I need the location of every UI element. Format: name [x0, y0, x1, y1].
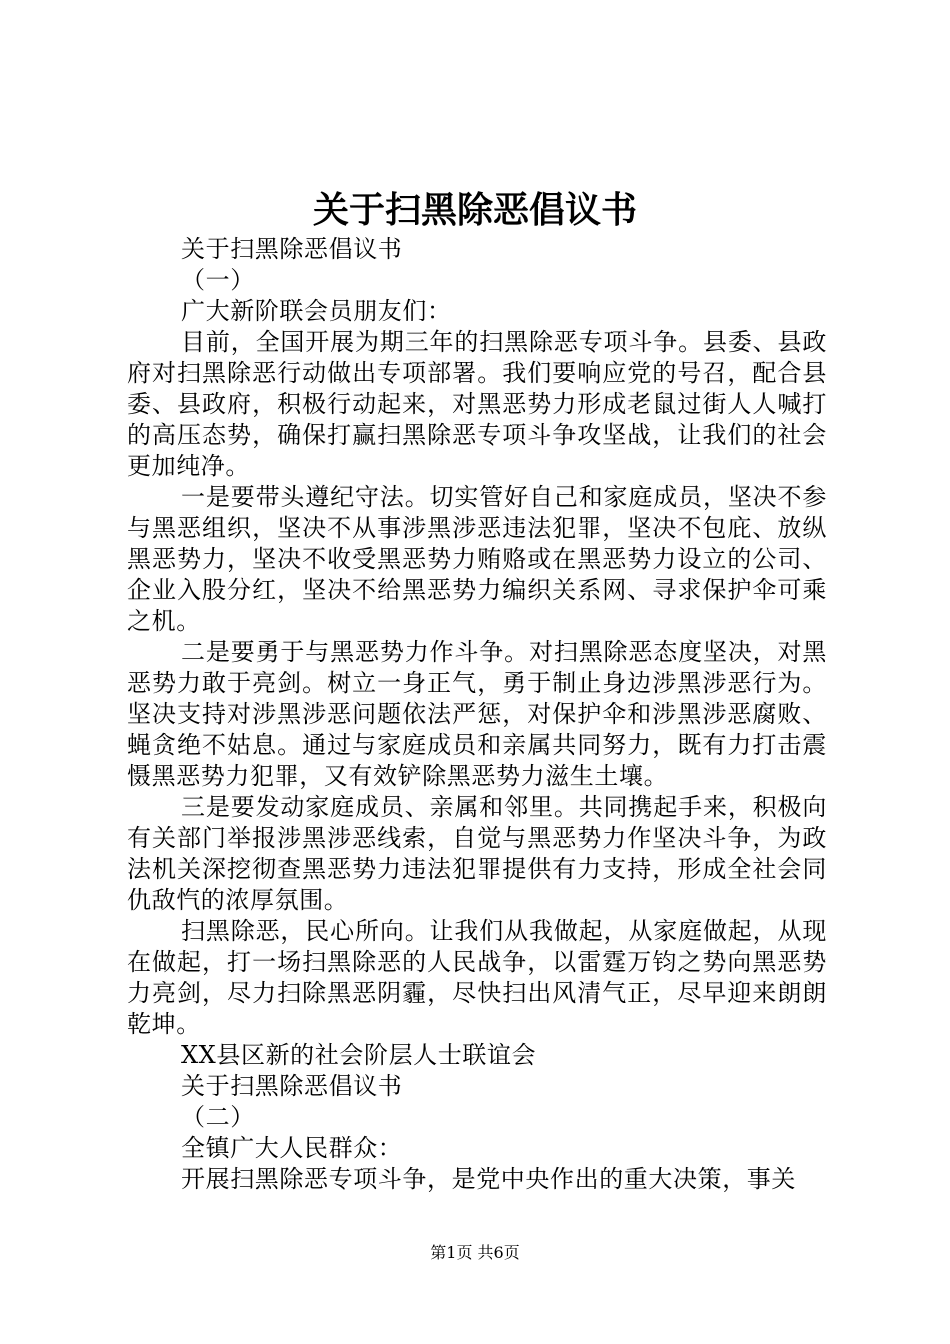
paragraph-6: 开展扫黑除恶专项斗争，是党中央作出的重大决策，事关 — [181, 1165, 796, 1193]
greeting-2: 全镇广大人民群众： — [181, 1134, 403, 1162]
document-body — [127, 234, 827, 1195]
paragraph-2: 一是要带头遵纪守法。切实管好自己和家庭成员，坚决不参与黑恶组织，坚决不从事涉黑涉恶违法犯罪，坚决不包庇、放纵黑恶势力，坚决不收受黑恶势力贿赂或在黑恶势力设立的公司、企业入股分红，坚决不给黑恶势力编织关系网、寻求保护伞可乘之机。 — [127, 483, 827, 635]
paragraph-5: 扫黑除恶，民心所向。让我们从我做起，从家庭做起，从现在做起，打一场扫黑除恶的人民战争，以雷霆万钧之势向黑恶势力亮剑，尽力扫除黑恶阴霾，尽快扫出风清气正，尽早迎来朗朗乾坤。 — [127, 917, 827, 1038]
document-title: 关于扫黑除恶倡议书 — [312, 189, 637, 231]
subtitle-2: 关于扫黑除恶倡议书 — [181, 1072, 403, 1100]
page-footer: 第1页 共6页 — [430, 1243, 520, 1262]
section-number-2: （二） — [181, 1103, 255, 1131]
greeting-1: 广大新阶联会员朋友们： — [181, 297, 452, 325]
paragraph-4: 三是要发动家庭成员、亲属和邻里。共同携起手来，积极向有关部门举报涉黑涉恶线索，自觉与黑恶势力作坚决斗争，为政法机关深挖彻查黑恶势力违法犯罪提供有力支持，形成全社会同仇敌忾的浓厚氛围。 — [127, 793, 827, 914]
subtitle-1: 关于扫黑除恶倡议书 — [181, 235, 403, 263]
signature-1: XX县区新的社会阶层人士联谊会 — [181, 1041, 537, 1069]
paragraph-3: 二是要勇于与黑恶势力作斗争。对扫黑除恶态度坚决，对黑恶势力敢于亮剑。树立一身正气，勇于制止身边涉黑涉恶行为。坚决支持对涉黑涉恶问题依法严惩，对保护伞和涉黑涉恶腐败、蝇贪绝不姑息。通过与家庭成员和亲属共同努力，既有力打击震慑黑恶势力犯罪，又有效铲除黑恶势力滋生土壤。 — [127, 638, 827, 790]
section-number-1: （一） — [181, 266, 255, 294]
paragraph-1: 目前，全国开展为期三年的扫黑除恶专项斗争。县委、县政府对扫黑除恶行动做出专项部署。我们要响应党的号召，配合县委、县政府，积极行动起来，对黑恶势力形成老鼠过街人人喊打的高压态势，确保打赢扫黑除恶专项斗争攻坚战，让我们的社会更加纯净。 — [127, 328, 827, 480]
